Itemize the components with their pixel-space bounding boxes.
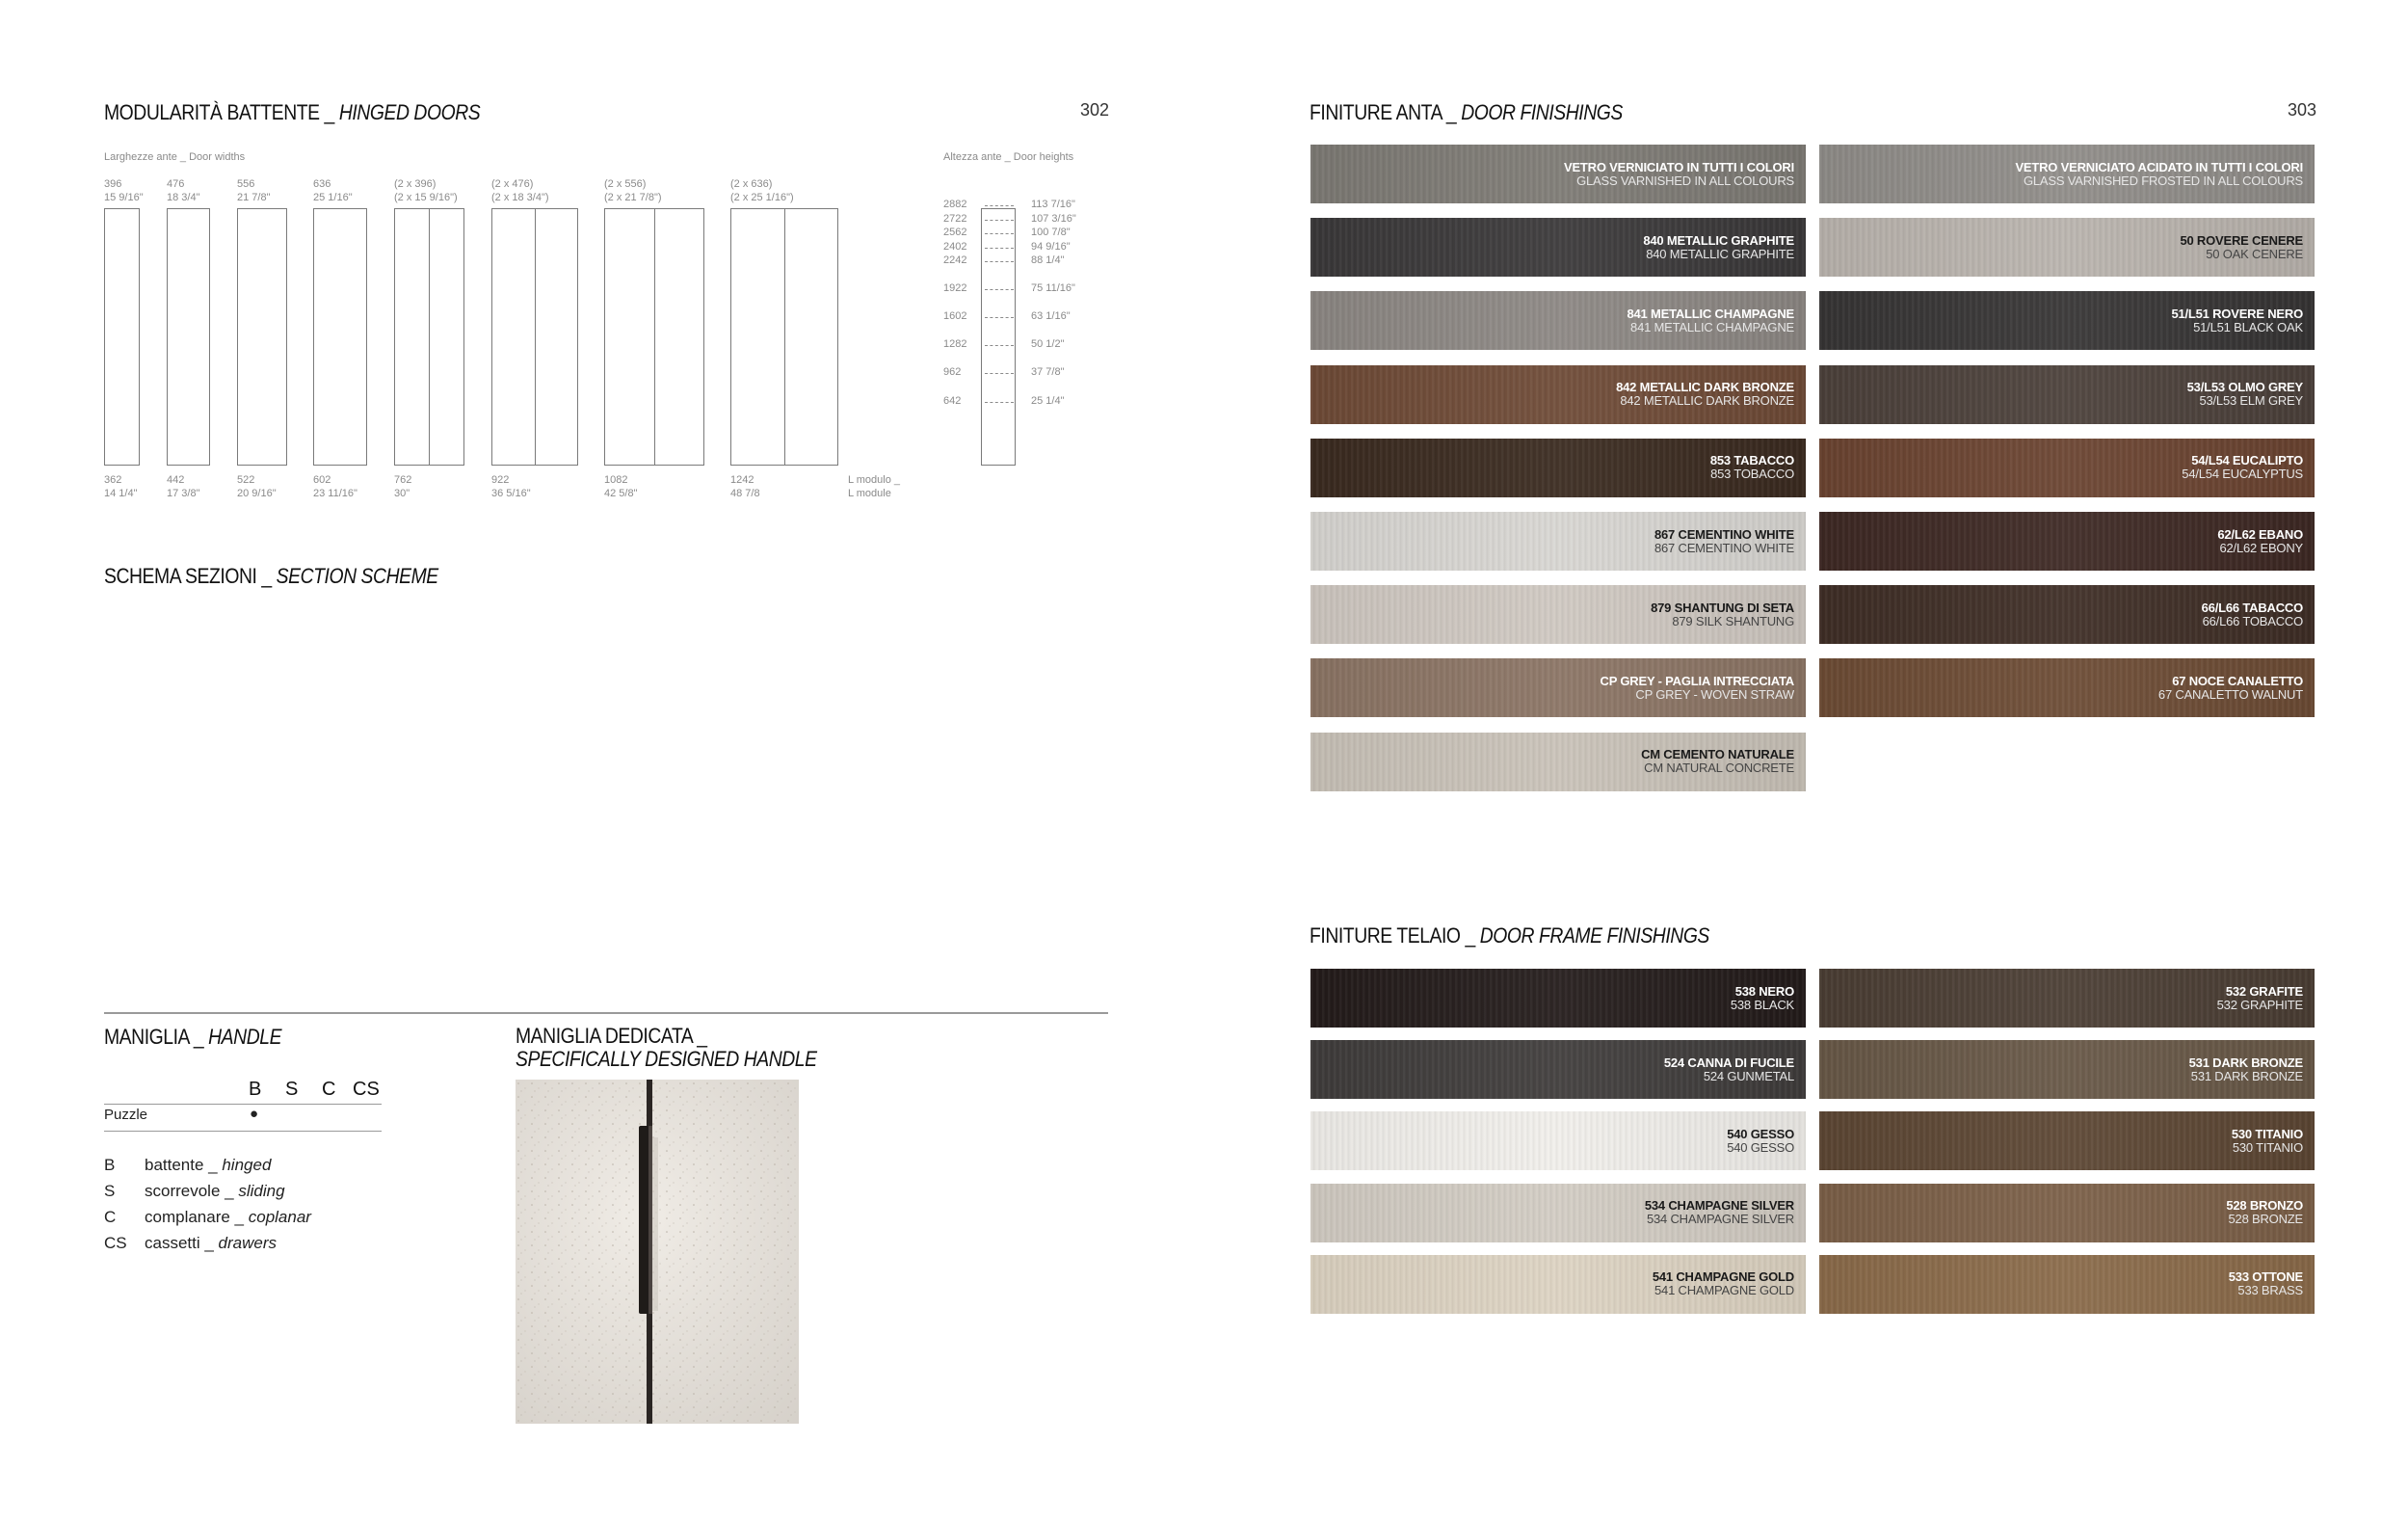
swatch-name-it: VETRO VERNICIATO ACIDATO IN TUTTI I COLORI <box>2015 159 2303 174</box>
swatch-name-it: 51/L51 ROVERE NERO <box>2171 306 2303 321</box>
handle-photo-image <box>516 1080 799 1424</box>
door-width-label <box>313 177 353 204</box>
swatch-label <box>1653 1270 1794 1297</box>
finish-swatch <box>1310 365 1806 424</box>
handle-col-s: S <box>285 1079 299 1100</box>
door-outline <box>104 208 140 466</box>
heading-en: HINGED DOORS <box>338 100 481 124</box>
door-width-mm: (2 x 556) <box>604 178 647 190</box>
height-in: 50 1/2" <box>1031 338 1065 350</box>
swatch-label <box>2189 1056 2303 1083</box>
swatch-label <box>2217 528 2303 555</box>
legend-key: CS <box>104 1234 127 1252</box>
height-mm: 2882 <box>943 199 967 210</box>
door-width-mm: 636 <box>313 178 331 190</box>
door-outline <box>491 208 578 466</box>
module-width-mm: 1082 <box>604 474 628 486</box>
swatch-name-it: 524 CANNA DI FUCILE <box>1663 1055 1794 1070</box>
module-width-in: 14 1/4" <box>104 488 138 499</box>
swatch-label <box>1651 601 1794 628</box>
height-tick <box>985 373 1014 374</box>
swatch-name-it: 540 GESSO <box>1727 1126 1794 1141</box>
swatch-label <box>2217 985 2303 1012</box>
door-split-line <box>429 209 430 465</box>
legend-key: C <box>104 1208 117 1226</box>
module-width-label <box>104 473 138 500</box>
finish-swatch <box>1310 218 1806 277</box>
swatch-name-en: 51/L51 BLACK OAK <box>2193 319 2303 334</box>
height-mm: 1282 <box>943 338 967 350</box>
door-width-mm: (2 x 476) <box>491 178 534 190</box>
swatch-label <box>2158 675 2303 702</box>
module-width-in: 23 11/16" <box>313 488 357 499</box>
swatch-label <box>1627 307 1794 334</box>
height-tick <box>985 220 1014 221</box>
heading-it: MANIGLIA _ <box>104 1025 209 1049</box>
section-scheme-heading <box>104 564 438 589</box>
legend-it: scorrevole _ <box>145 1182 239 1200</box>
dedicated-handle-heading <box>516 1025 817 1071</box>
module-width-label <box>394 473 411 500</box>
height-mm: 2722 <box>943 213 967 225</box>
finish-swatch <box>1310 1255 1806 1314</box>
height-in: 107 3/16" <box>1031 213 1076 225</box>
page-number-left: 302 <box>1080 100 1110 120</box>
finish-swatch <box>1310 512 1806 571</box>
handle-col-b: B <box>249 1079 262 1100</box>
swatch-name-it: 841 METALLIC CHAMPAGNE <box>1627 306 1794 321</box>
door-width-in: (2 x 18 3/4") <box>491 192 549 203</box>
door-width-mm: 556 <box>237 178 255 190</box>
door-width-in: 18 3/4" <box>167 192 200 203</box>
module-width-mm: 1242 <box>730 474 754 486</box>
door-width-mm: (2 x 636) <box>730 178 773 190</box>
swatch-name-it: CP GREY - PAGLIA INTRECCIATA <box>1600 673 1794 688</box>
door-finishings-heading <box>1310 100 1623 125</box>
height-tick <box>985 248 1014 249</box>
height-in: 88 1/4" <box>1031 254 1065 266</box>
swatch-name-it: 853 TABACCO <box>1709 453 1794 468</box>
hinged-doors-heading <box>104 100 480 125</box>
swatch-name-en: 53/L53 ELM GREY <box>2199 393 2303 409</box>
swatch-name-it: 66/L66 TABACCO <box>2201 600 2303 615</box>
module-width-mm: 762 <box>394 474 412 486</box>
swatch-name-it: 530 TITANIO <box>2231 1126 2303 1141</box>
finish-swatch <box>1819 1255 2315 1314</box>
swatch-label <box>2202 601 2303 628</box>
handle-col-c: C <box>322 1079 336 1100</box>
door-width-in: (2 x 15 9/16") <box>394 192 458 203</box>
swatch-name-en: 531 DARK BRONZE <box>2190 1068 2303 1083</box>
swatch-name-en: 524 GUNMETAL <box>1703 1068 1794 1083</box>
legend-en: coplanar <box>248 1208 311 1226</box>
door-width-label <box>237 177 271 204</box>
heading-it: FINITURE TELAIO _ <box>1310 923 1480 948</box>
finish-swatch <box>1819 218 2315 277</box>
swatch-label <box>2171 307 2303 334</box>
legend-it: cassetti _ <box>145 1234 219 1252</box>
module-width-mm: 442 <box>167 474 185 486</box>
height-mm: 1602 <box>943 310 967 322</box>
swatch-label <box>2187 381 2303 408</box>
swatch-name-en: 534 CHAMPAGNE SILVER <box>1646 1212 1794 1227</box>
height-in: 94 9/16" <box>1031 241 1071 253</box>
swatch-name-en: 62/L62 EBONY <box>2219 540 2303 555</box>
swatch-name-en: 853 TOBACCO <box>1710 467 1794 482</box>
module-width-label <box>730 473 760 500</box>
handle-table-bottom-rule <box>104 1131 382 1132</box>
door-outline <box>313 208 367 466</box>
finish-swatch <box>1819 365 2315 424</box>
height-tick <box>985 233 1014 234</box>
module-width-in: 17 3/8" <box>167 488 200 499</box>
heading-en: SPECIFICALLY DESIGNED HANDLE <box>516 1047 817 1071</box>
door-width-label <box>394 177 458 204</box>
finish-swatch <box>1310 969 1806 1028</box>
finish-swatch <box>1310 1040 1806 1099</box>
frame-finishings-heading <box>1310 923 1709 948</box>
finish-swatch <box>1310 733 1806 791</box>
finish-swatch <box>1819 291 2315 350</box>
swatch-label <box>1645 1199 1794 1226</box>
legend-key: B <box>104 1156 116 1174</box>
section-divider <box>104 1012 1108 1014</box>
heading-it: FINITURE ANTA _ <box>1310 100 1462 124</box>
door-widths-label: Larghezze ante _ Door widths <box>104 151 246 163</box>
swatch-name-it: 538 NERO <box>1734 983 1794 999</box>
handle-row-mark: ● <box>250 1106 259 1122</box>
legend-row <box>104 1234 277 1253</box>
swatch-label <box>1601 675 1794 702</box>
door-width-mm: (2 x 396) <box>394 178 437 190</box>
finish-swatch <box>1819 1111 2315 1170</box>
module-width-in: 30" <box>394 488 410 499</box>
legend-it: battente _ <box>145 1156 223 1174</box>
swatch-label <box>1710 454 1794 481</box>
swatch-label <box>1643 234 1794 261</box>
legend-it: complanare _ <box>145 1208 249 1226</box>
heading-it: MODULARITÀ BATTENTE _ <box>104 100 339 124</box>
swatch-label <box>2180 234 2303 261</box>
door-width-label <box>167 177 200 204</box>
finish-swatch <box>1819 439 2315 497</box>
swatch-name-en: 54/L54 EUCALYPTUS <box>2182 467 2303 482</box>
swatch-label <box>2232 1128 2303 1155</box>
finish-swatch <box>1819 658 2315 717</box>
module-width-mm: 362 <box>104 474 122 486</box>
height-mm: 1922 <box>943 282 967 294</box>
swatch-label <box>1654 528 1794 555</box>
swatch-name-it: 67 NOCE CANALETTO <box>2172 673 2303 688</box>
module-width-label <box>167 473 200 500</box>
swatch-label <box>1731 985 1794 1012</box>
door-outline <box>237 208 287 466</box>
swatch-name-en: 66/L66 TOBACCO <box>2202 613 2303 628</box>
swatch-name-it: 50 ROVERE CENERE <box>2180 232 2303 248</box>
finish-swatch <box>1819 1040 2315 1099</box>
swatch-name-it: 532 GRAFITE <box>2225 983 2303 999</box>
swatch-name-it: 54/L54 EUCALIPTO <box>2191 453 2303 468</box>
door-width-label <box>730 177 794 204</box>
height-in: 75 11/16" <box>1031 282 1075 294</box>
swatch-name-en: 879 SILK SHANTUNG <box>1672 613 1794 628</box>
swatch-label <box>1727 1128 1794 1155</box>
height-mm: 2402 <box>943 241 967 253</box>
legend-row <box>104 1182 285 1201</box>
finish-swatch <box>1310 585 1806 644</box>
swatch-name-en: 867 CEMENTINO WHITE <box>1654 540 1794 555</box>
height-in: 63 1/16" <box>1031 310 1071 322</box>
finish-swatch <box>1310 145 1806 203</box>
module-width-label <box>237 473 277 500</box>
swatch-name-it: CM CEMENTO NATURALE <box>1641 747 1794 762</box>
door-outline <box>394 208 464 466</box>
swatch-name-en: 840 METALLIC GRAPHITE <box>1646 246 1794 261</box>
swatch-name-it: 840 METALLIC GRAPHITE <box>1643 232 1794 248</box>
door-outline <box>167 208 210 466</box>
door-width-label <box>491 177 549 204</box>
door-width-mm: 476 <box>167 178 185 190</box>
handle-row-label: Puzzle <box>104 1107 148 1123</box>
page-number-right: 303 <box>2288 100 2317 120</box>
module-width-label <box>491 473 531 500</box>
height-mm: 962 <box>943 366 962 378</box>
heading-en: DOOR FINISHINGS <box>1461 100 1623 124</box>
swatch-name-en: GLASS VARNISHED IN ALL COLOURS <box>1576 173 1794 188</box>
swatch-label <box>1664 1056 1794 1083</box>
module-width-mm: 922 <box>491 474 510 486</box>
swatch-label <box>2015 161 2303 188</box>
swatch-name-it: VETRO VERNICIATO IN TUTTI I COLORI <box>1563 159 1794 174</box>
height-in: 113 7/16" <box>1031 199 1075 210</box>
swatch-name-it: 534 CHAMPAGNE SILVER <box>1644 1198 1794 1214</box>
swatch-label <box>2226 1199 2303 1226</box>
swatch-name-it: 533 OTTONE <box>2228 1269 2303 1285</box>
swatch-name-it: 879 SHANTUNG DI SETA <box>1651 600 1794 615</box>
height-mm: 642 <box>943 395 962 407</box>
door-width-in: (2 x 21 7/8") <box>604 192 662 203</box>
swatch-name-it: 531 DARK BRONZE <box>2188 1055 2303 1070</box>
door-outline <box>604 208 704 466</box>
swatch-name-en: 528 BRONZE <box>2228 1212 2303 1227</box>
handle-col-cs: CS <box>353 1079 380 1100</box>
swatch-name-en: 67 CANALETTO WALNUT <box>2157 686 2303 702</box>
finish-swatch <box>1310 1184 1806 1242</box>
legend-row <box>104 1208 311 1227</box>
swatch-name-en: 532 GRAPHITE <box>2216 997 2303 1012</box>
finish-swatch <box>1310 658 1806 717</box>
swatch-name-en: 841 METALLIC CHAMPAGNE <box>1630 319 1794 334</box>
module-width-label <box>313 473 357 500</box>
module-label-it: L modulo _ <box>848 474 901 486</box>
door-width-in: 21 7/8" <box>237 192 271 203</box>
finish-swatch <box>1819 969 2315 1028</box>
swatch-name-it: 53/L53 OLMO GREY <box>2186 380 2303 395</box>
swatch-name-en: 50 OAK CENERE <box>2206 246 2303 261</box>
door-width-mm: 396 <box>104 178 122 190</box>
door-outline <box>730 208 838 466</box>
door-width-label <box>104 177 144 204</box>
door-split-line <box>535 209 536 465</box>
heading-en: HANDLE <box>208 1025 282 1049</box>
height-mm: 2242 <box>943 254 967 266</box>
legend-row <box>104 1156 271 1175</box>
door-heights-label: Altezza ante _ Door heights <box>943 151 1074 163</box>
module-width-in: 48 7/8 <box>730 488 760 499</box>
swatch-label <box>2182 454 2303 481</box>
height-in: 37 7/8" <box>1031 366 1065 378</box>
heading-it: SCHEMA SEZIONI _ <box>104 564 277 588</box>
height-tick <box>985 289 1014 290</box>
door-split-line <box>784 209 785 465</box>
swatch-name-en: 530 TITANIO <box>2232 1139 2303 1155</box>
swatch-name-en: 533 BRASS <box>2237 1283 2303 1298</box>
swatch-name-it: 867 CEMENTINO WHITE <box>1654 526 1794 542</box>
door-width-in: 15 9/16" <box>104 192 144 203</box>
handle-table-top-rule <box>104 1104 382 1105</box>
swatch-label <box>2229 1270 2303 1297</box>
swatch-name-en: GLASS VARNISHED FROSTED IN ALL COLOURS <box>2023 173 2303 188</box>
handle-photo <box>516 1080 799 1424</box>
swatch-name-en: 538 BLACK <box>1730 997 1794 1012</box>
legend-en: hinged <box>222 1156 272 1174</box>
height-tick <box>985 205 1014 206</box>
finish-swatch <box>1819 512 2315 571</box>
finish-swatch <box>1819 145 2315 203</box>
swatch-name-en: 541 CHAMPAGNE GOLD <box>1654 1283 1794 1298</box>
module-width-mm: 602 <box>313 474 331 486</box>
height-mm: 2562 <box>943 227 967 238</box>
legend-en: drawers <box>218 1234 278 1252</box>
swatch-name-en: CM NATURAL CONCRETE <box>1644 761 1794 776</box>
height-in: 100 7/8" <box>1031 227 1071 238</box>
finish-swatch <box>1819 585 2315 644</box>
module-width-mm: 522 <box>237 474 255 486</box>
module-label <box>848 473 900 500</box>
swatch-name-en: CP GREY - WOVEN STRAW <box>1635 686 1794 702</box>
door-width-label <box>604 177 662 204</box>
module-label-en: L module <box>848 488 891 499</box>
height-tick <box>985 317 1014 318</box>
module-width-in: 42 5/8" <box>604 488 638 499</box>
module-width-in: 36 5/16" <box>491 488 531 499</box>
finish-swatch <box>1310 1111 1806 1170</box>
height-in: 25 1/4" <box>1031 395 1065 407</box>
height-tick <box>985 261 1014 262</box>
legend-en: sliding <box>238 1182 285 1200</box>
swatch-name-en: 842 METALLIC DARK BRONZE <box>1620 393 1794 409</box>
swatch-name-en: 540 GESSO <box>1727 1139 1794 1155</box>
door-width-in: 25 1/16" <box>313 192 353 203</box>
heading-en: DOOR FRAME FINISHINGS <box>1479 923 1709 948</box>
heading-en: SECTION SCHEME <box>276 564 438 588</box>
swatch-label <box>1641 748 1794 775</box>
heading-it: MANIGLIA DEDICATA _ <box>516 1024 707 1048</box>
finish-swatch <box>1310 439 1806 497</box>
swatch-name-it: 528 BRONZO <box>2226 1198 2303 1214</box>
swatch-label <box>1616 381 1794 408</box>
height-tick <box>985 345 1014 346</box>
door-width-in: (2 x 25 1/16") <box>730 192 794 203</box>
finish-swatch <box>1819 1184 2315 1242</box>
swatch-name-it: 62/L62 EBANO <box>2217 526 2303 542</box>
swatch-label <box>1564 161 1794 188</box>
module-width-label <box>604 473 638 500</box>
swatch-name-it: 842 METALLIC DARK BRONZE <box>1616 380 1794 395</box>
module-width-in: 20 9/16" <box>237 488 277 499</box>
finish-swatch <box>1310 291 1806 350</box>
swatch-name-it: 541 CHAMPAGNE GOLD <box>1652 1269 1794 1285</box>
handle-heading <box>104 1025 281 1050</box>
door-split-line <box>654 209 655 465</box>
height-tick <box>985 402 1014 403</box>
legend-key: S <box>104 1182 116 1200</box>
